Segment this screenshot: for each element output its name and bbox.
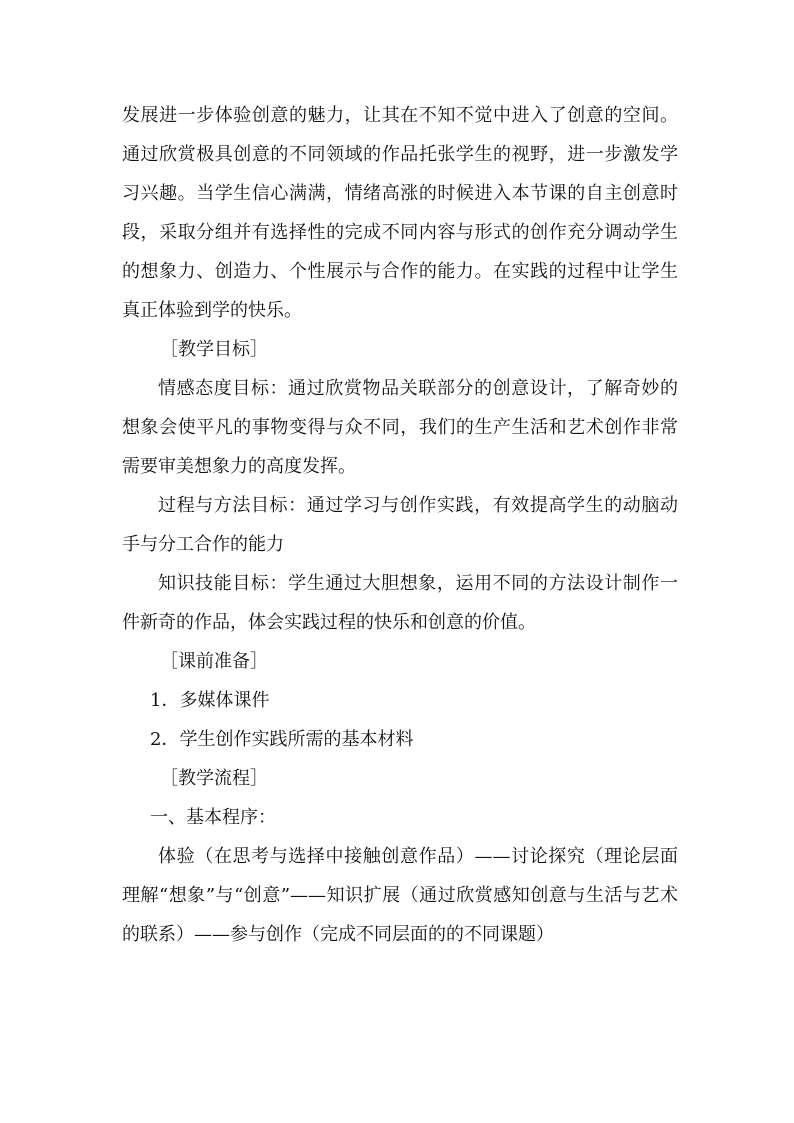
heading-preparation: ［课前准备］	[160, 651, 268, 672]
paragraph-emotion-goal: 情感态度目标：通过欣赏物品关联部分的创意设计，了解奇妙的想象会使平凡的事物变得与众不同，我们的生产生活和艺术创作非常需要审美想象力的高度发挥。	[122, 378, 678, 477]
paragraph-intro: 发展进一步体验创意的魅力，让其在不知不觉中进入了创意的空间。通过欣赏极具创意的不同领域的作品托张学生的视野，进一步激发学习兴趣。当学生信心满满，情绪高涨的时候进入本节课的自主创意时段，采取分组并有选择性的完成不同内容与形式的创作充分调动学生的想象力、创造力、个性展示与合作的能力。在实践的过程中让学生真正体验到学的快乐。	[122, 105, 678, 321]
document-body	[122, 96, 678, 954]
paragraph-skill-goal: 知识技能目标：学生通过大胆想象，运用不同的方法设计制作一件新奇的作品，体会实践过程的快乐和创意的价值。	[122, 573, 678, 633]
paragraph-process-goal: 过程与方法目标：通过学习与创作实践，有效提高学生的动脑动手与分工合作的能力	[122, 495, 678, 555]
paragraph-procedure-steps: 体验（在思考与选择中接触创意作品）——讨论探究（理论层面理解“想象”与“创意”——知识扩展（通过欣赏感知创意与生活与艺术的联系）——参与创作（完成不同层面的的不同课题）	[122, 846, 678, 945]
list-item-courseware: 1．多媒体课件	[150, 690, 270, 711]
heading-basic-procedure: 一、基本程序：	[150, 807, 276, 828]
heading-teaching-goals: ［教学目标］	[160, 339, 268, 360]
heading-teaching-process: ［教学流程］	[160, 768, 268, 789]
list-item-materials: 2．学生创作实践所需的基本材料	[150, 729, 414, 750]
